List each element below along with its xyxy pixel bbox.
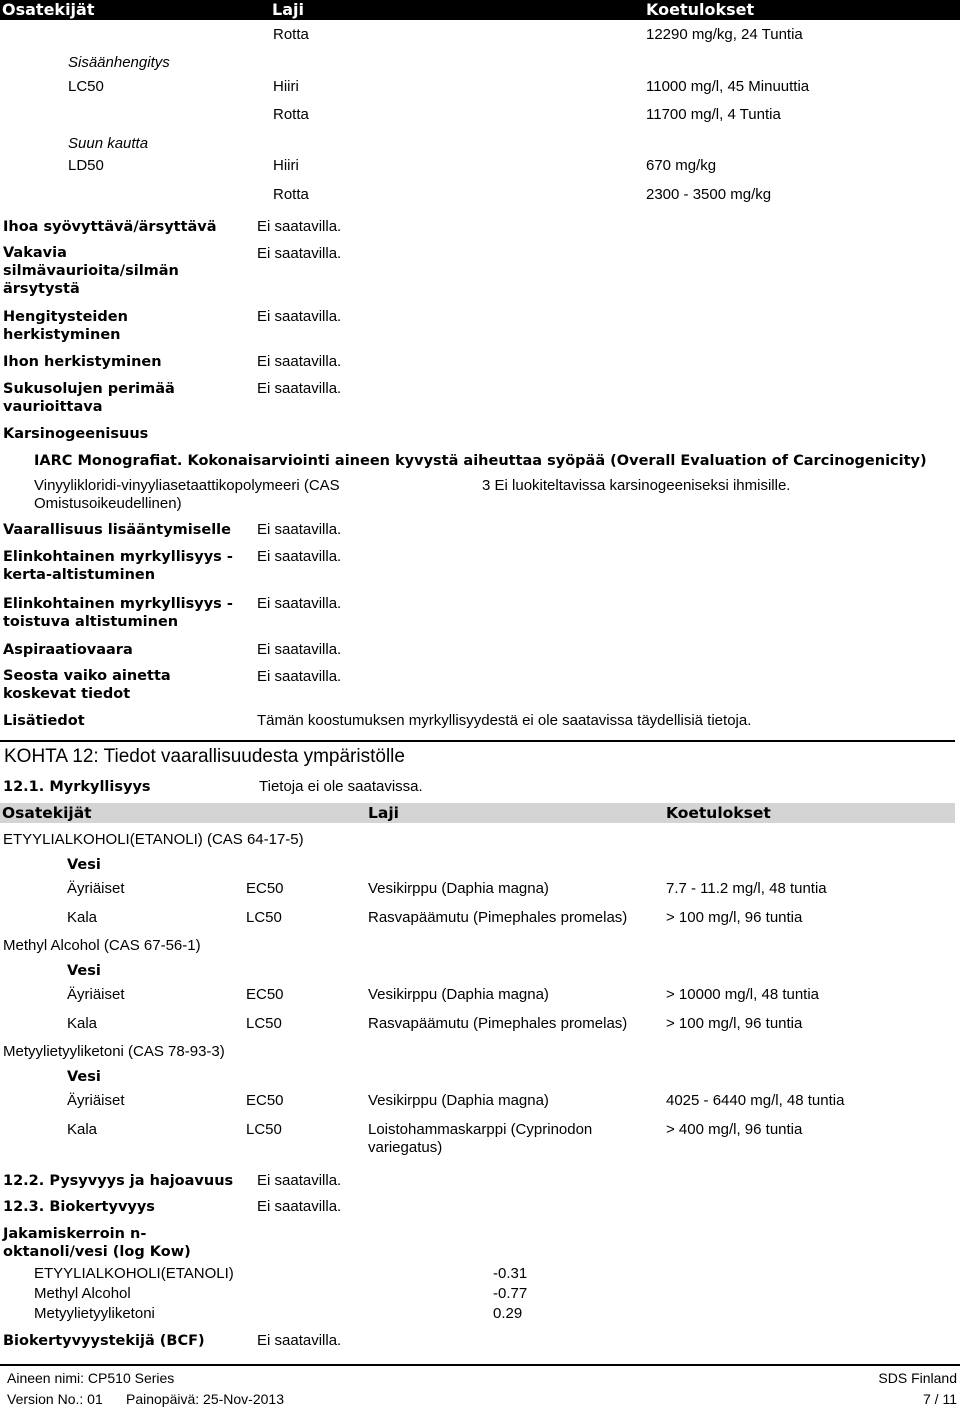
label-additional-info: Lisätiedot [3,713,85,729]
organism-group: Kala [67,909,98,926]
species-rotta: Rotta [273,106,309,123]
kow-value: -0.31 [493,1265,528,1282]
result-value: 12290 mg/kg, 24 Tuntia [646,26,803,43]
label-partition-coefficient: Jakamiskerroin n-oktanoli/vesi (log Kow) [3,1226,191,1260]
value-na: Ei saatavilla. [257,521,342,538]
test-type: LC50 [246,1015,282,1032]
value-na: Ei saatavilla. [257,641,342,658]
result-value: > 100 mg/l, 96 tuntia [666,1015,803,1032]
label-reproductive-toxicity: Vaarallisuus lisääntymiselle [3,522,231,538]
test-type-lc50: LC50 [68,78,104,95]
species: Vesikirppu (Daphia magna) [368,880,549,897]
value-na: Ei saatavilla. [257,548,342,565]
additional-info-value: Tämän koostumuksen myrkyllisyydestä ei ole saatavissa täydellisiä tietoja. [257,712,752,729]
result-value: 2300 - 3500 mg/kg [646,186,772,203]
label-bcf: Biokertyvyystekijä (BCF) [3,1333,205,1349]
kow-substance: Metyylietyyliketoni [34,1305,155,1322]
test-type-ld50: LD50 [68,157,104,174]
header-osatekijat: Osatekijät [2,0,95,19]
header-laji: Laji [272,0,304,19]
iarc-result: 3 Ei luokiteltavissa karsinogeeniseksi ihmisille. [482,477,791,494]
organism-group: Äyriäiset [67,880,125,897]
value-na: Ei saatavilla. [257,245,342,262]
medium-water: Vesi [67,1069,101,1085]
test-type: EC50 [246,880,284,897]
organism-group: Äyriäiset [67,986,125,1003]
organism-group: Kala [67,1121,98,1138]
label-stot-repeated: Elinkohtainen myrkyllisyys - toistuva altistuminen [3,596,233,630]
route-oral: Suun kautta [68,135,149,152]
value-na: Ei saatavilla. [257,380,342,397]
kow-value: -0.77 [493,1285,528,1302]
value-na: Ei saatavilla. [257,595,342,612]
header-laji: Laji [368,804,399,822]
kow-substance: Methyl Alcohol [34,1285,131,1302]
organism-group: Äyriäiset [67,1092,125,1109]
kow-value: 0.29 [493,1305,523,1322]
result-value: > 400 mg/l, 96 tuntia [666,1121,803,1138]
result-value: 4025 - 6440 mg/l, 48 tuntia [666,1092,845,1109]
medium-water: Vesi [67,857,101,873]
value-na: Ei saatavilla. [257,1198,342,1215]
species: Vesikirppu (Daphia magna) [368,1092,549,1109]
species-hiiri: Hiiri [273,78,299,95]
label-bioaccumulation: 12.3. Biokertyvyys [3,1199,155,1215]
label-skin-sensitisation: Ihon herkistyminen [3,354,162,370]
value-na: Ei saatavilla. [257,668,342,685]
iarc-title: IARC Monografiat. Kokonaisarviointi aineen kyvystä aiheuttaa syöpää (Overall Evaluation of Carcinogenicity) [34,453,927,469]
label-persistence: 12.2. Pysyvyys ja hajoavuus [3,1173,234,1189]
label-eye-damage: Vakavia silmävaurioita/silmän ärsytystä [3,245,179,297]
species: Rasvapäämutu (Pimephales promelas) [368,1015,628,1032]
substance-name: Metyylietyyliketoni (CAS 78-93-3) [3,1043,225,1060]
footer-version: Version No.: 01 [7,1391,103,1407]
label-skin-corrosion: Ihoa syövyttävä/ärsyttävä [3,219,217,235]
test-type: LC50 [246,1121,282,1138]
label-stot-single: Elinkohtainen myrkyllisyys - kerta-altistuminen [3,549,233,583]
route-inhalation: Sisäänhengitys [68,54,170,71]
species: Rasvapäämutu (Pimephales promelas) [368,909,628,926]
medium-water: Vesi [67,963,101,979]
substance-name: Methyl Alcohol (CAS 67-56-1) [3,937,201,954]
kow-substance: ETYYLIALKOHOLI(ETANOLI) [34,1265,234,1282]
test-type: LC50 [246,909,282,926]
species: Loistohammaskarppi (Cyprinodon variegatus) [368,1121,593,1156]
label-germ-cell-mutagenicity: Sukusolujen perimää vaurioittava [3,381,175,415]
toxicity-value: Tietoja ei ole saatavissa. [259,778,423,795]
label-toxicity: 12.1. Myrkyllisyys [3,779,151,795]
footer-date: Painopäivä: 25-Nov-2013 [126,1391,284,1407]
label-respiratory-sensitisation: Hengitysteiden herkistyminen [3,309,128,343]
organism-group: Kala [67,1015,98,1032]
result-value: 11700 mg/l, 4 Tuntia [646,106,781,123]
header-koetulokset: Koetulokset [646,0,755,19]
label-mixture-info: Seosta vaiko ainetta koskevat tiedot [3,668,171,702]
header-koetulokset: Koetulokset [666,804,771,822]
result-value: > 100 mg/l, 96 tuntia [666,909,803,926]
result-value: > 10000 mg/l, 48 tuntia [666,986,820,1003]
section-divider [0,740,955,742]
footer-substance-name: Aineen nimi: CP510 Series [7,1370,175,1386]
result-value: 11000 mg/l, 45 Minuuttia [646,78,810,95]
eco-table-header [0,803,955,823]
species: Vesikirppu (Daphia magna) [368,986,549,1003]
substance-name: ETYYLIALKOHOLI(ETANOLI) (CAS 64-17-5) [3,831,304,848]
footer-country: SDS Finland [878,1370,957,1386]
result-value: 7.7 - 11.2 mg/l, 48 tuntia [666,880,827,897]
value-na: Ei saatavilla. [257,218,342,235]
species-rotta: Rotta [273,26,309,43]
species-rotta: Rotta [273,186,309,203]
value-na: Ei saatavilla. [257,1332,342,1349]
table-header [0,0,960,20]
result-value: 670 mg/kg [646,157,717,174]
footer-page-number: 7 / 11 [923,1391,957,1407]
value-na: Ei saatavilla. [257,308,342,325]
test-type: EC50 [246,1092,284,1109]
test-type: EC50 [246,986,284,1003]
species-hiiri: Hiiri [273,157,299,174]
header-osatekijat: Osatekijät [2,804,92,822]
footer-divider [0,1364,960,1366]
iarc-substance: Vinyylikloridi-vinyyliasetaattikopolymeeri (CAS Omistusoikeudellinen) [34,477,340,512]
value-na: Ei saatavilla. [257,353,342,370]
label-aspiration-hazard: Aspiraatiovaara [3,642,133,658]
section-12-title: KOHTA 12: Tiedot vaarallisuudesta ympäristölle [4,746,405,767]
value-na: Ei saatavilla. [257,1172,342,1189]
label-carcinogenicity: Karsinogeenisuus [3,426,149,442]
